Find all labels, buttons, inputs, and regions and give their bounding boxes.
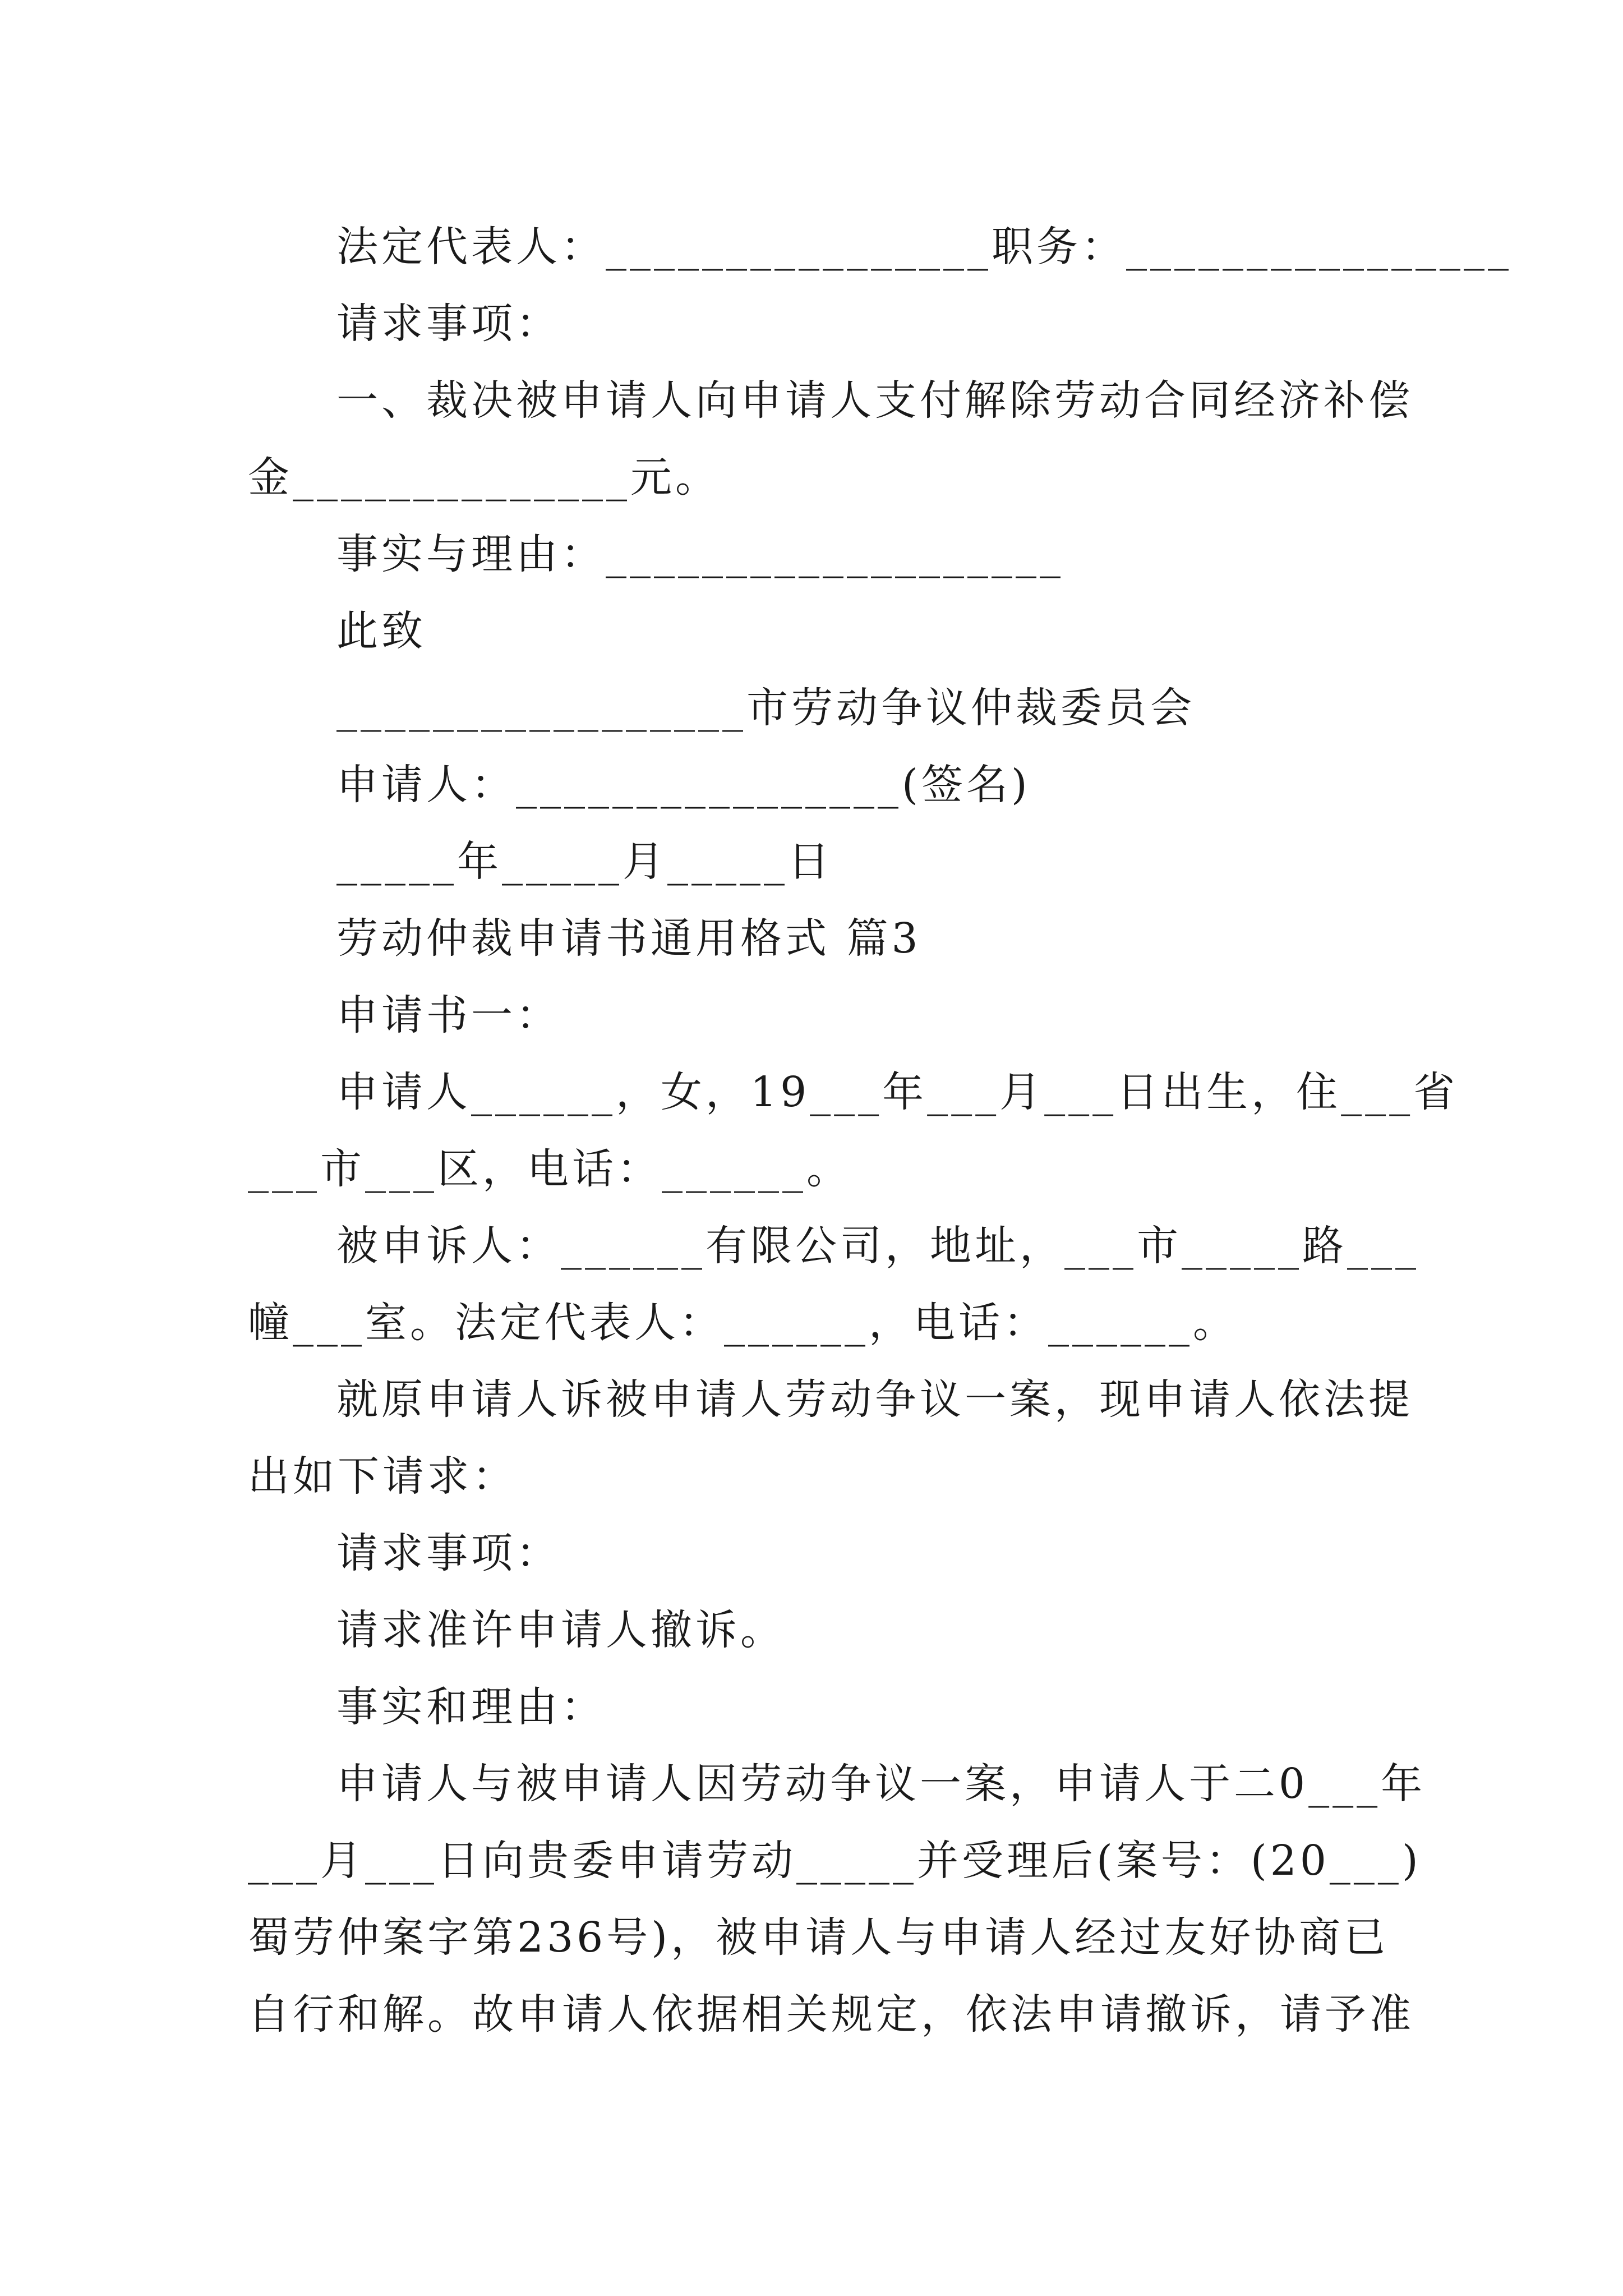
claim-one-line: 一、裁决被申请人向申请人支付解除劳动合同经济补偿 [336,376,1413,425]
request-items-heading: 请求事项： [336,1529,561,1577]
facts-paragraph-line-4: 自行和解。故申请人依据相关规定，依法申请撤诉，请予准 [248,1990,1414,2039]
facts-heading: 事实和理由： [336,1683,606,1731]
legal-representative-line: 法定代表人：________________职务：________________ [336,223,1512,271]
applicant-address-line: ___市___区，电话：______。 [248,1145,851,1193]
claims-heading: 请求事项： [336,300,561,348]
application-one-heading: 申请书一： [336,991,561,1039]
case-intro-line: 就原申请人诉被申请人劳动争议一案，现申请人依法提 [336,1375,1413,1424]
section-title: 劳动仲裁申请书通用格式 篇3 [336,914,921,963]
arbitration-committee-line: _________________市劳动争议仲裁委员会 [336,684,1195,732]
compensation-amount-line: 金______________元。 [248,453,720,501]
respondent-address-line: 幢___室。法定代表人：______，电话：______。 [248,1299,1238,1347]
respondent-info-line: 被申诉人：______有限公司，地址，___市_____路___ [336,1222,1419,1270]
date-line: _____年_____月_____日 [336,838,833,886]
facts-reasons-line: 事实与理由：___________________ [336,530,1064,578]
applicant-info-line: 申请人______，女，19___年___月___日出生，住___省 [336,1068,1459,1116]
facts-paragraph-line-2: ___月___日向贵委申请劳动_____并受理后(案号：(20___) [248,1837,1422,1885]
withdrawal-request-line: 请求准许申请人撤诉。 [336,1606,785,1654]
facts-paragraph-line-1: 申请人与被申请人因劳动争议一案，申请人于二0___年 [336,1760,1426,1808]
facts-paragraph-line-3: 蜀劳仲案字第236号)，被申请人与申请人经过友好协商已 [248,1913,1389,1962]
salutation-line: 此致 [336,607,426,655]
case-intro-continuation: 出如下请求： [248,1452,517,1501]
applicant-signature-line: 申请人：________________(签名) [336,761,1031,809]
